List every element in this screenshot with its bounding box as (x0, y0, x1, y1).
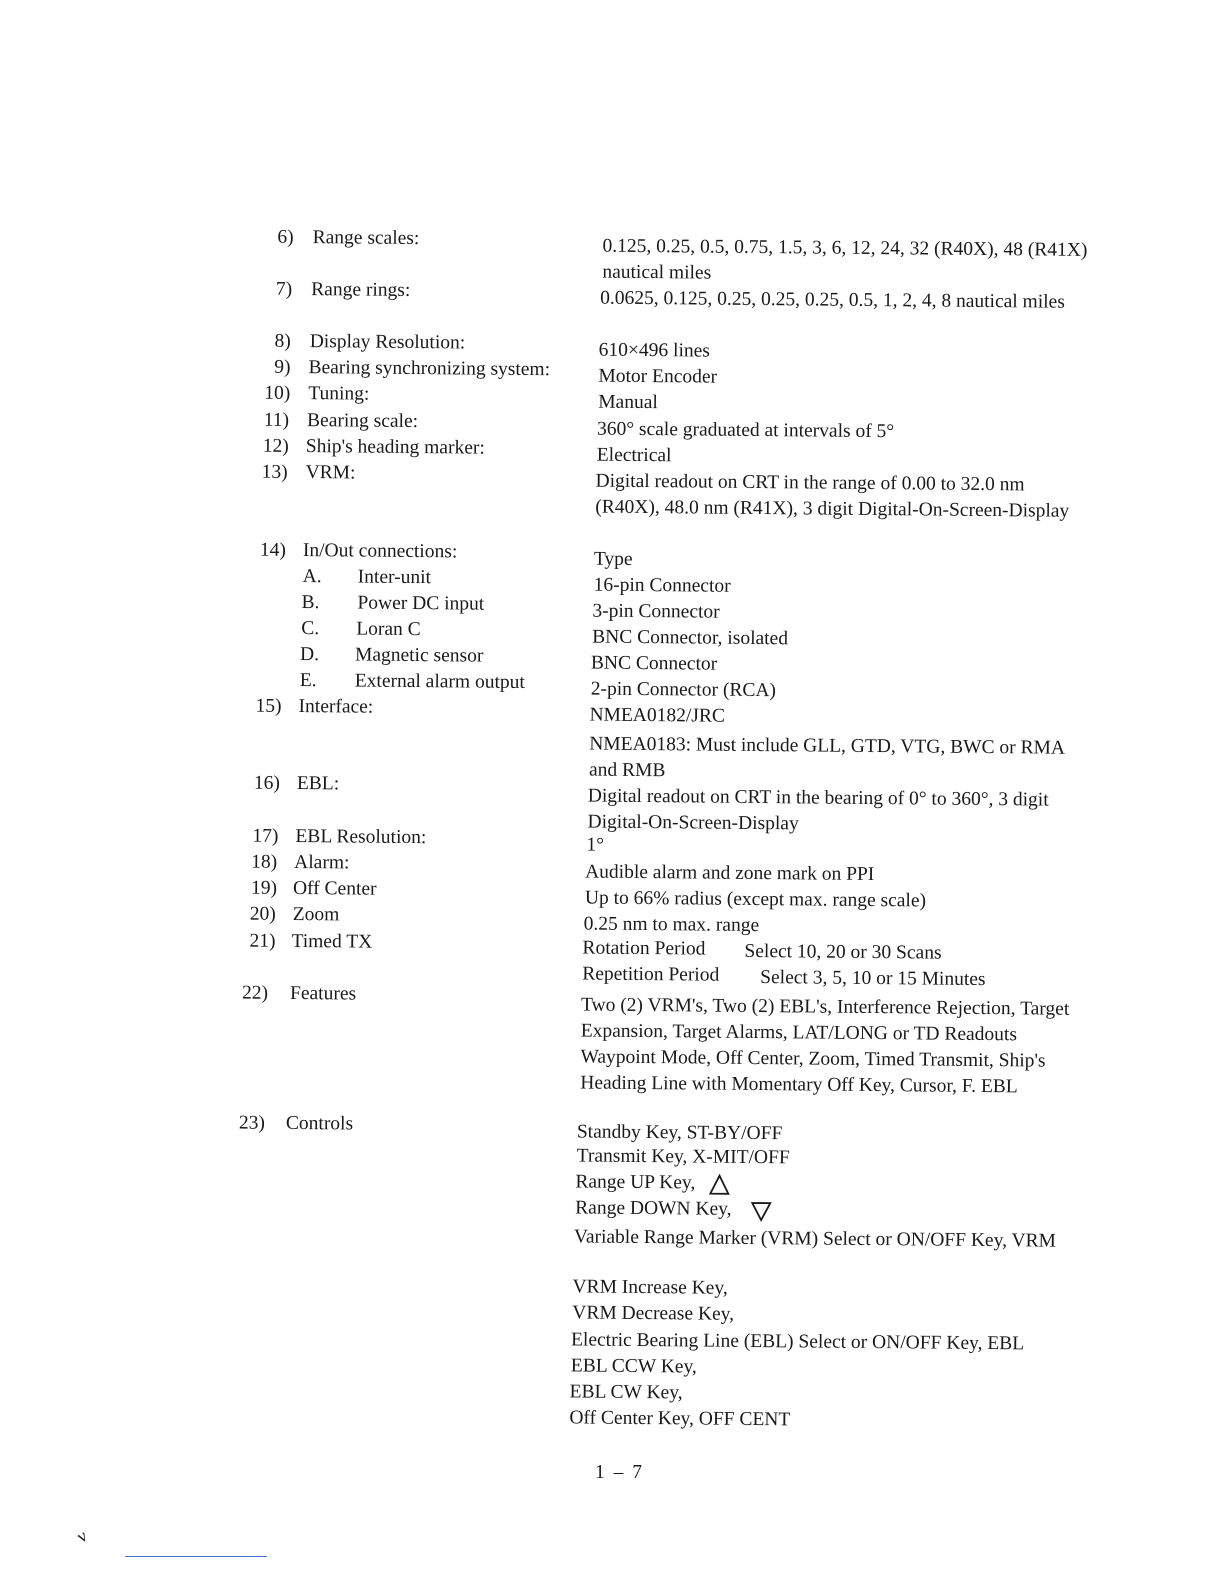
control-ebl-cw-key: EBL CW Key, (569, 1381, 683, 1404)
control-off-center-key: Off Center Key, OFF CENT (569, 1407, 791, 1431)
sub-item-letter: D. (299, 644, 320, 666)
item-number: 21) (249, 930, 276, 952)
control-vrm-key: Variable Range Marker (VRM) Select or ON/OFF Key, VRM (573, 1226, 1057, 1252)
item-value: Type (593, 548, 633, 570)
control-ebl-key: Electric Bearing Line (EBL) Select or ON/OFF Key, EBL (570, 1329, 1025, 1355)
sub-item-letter: B. (301, 592, 320, 614)
control-vrm-increase-key: VRM Increase Key, (572, 1276, 728, 1299)
item-number: 14) (259, 539, 287, 561)
item-number: 9) (274, 356, 291, 378)
item-value: 0.25 nm to max. range (583, 913, 760, 937)
item-number: 15) (255, 695, 282, 717)
timed-tx-rotation-label: Rotation Period (582, 937, 706, 960)
sub-item-value: 2-pin Connector (RCA) (590, 678, 777, 702)
item-label: Interface: (298, 696, 374, 718)
sub-item-label: Power DC input (357, 592, 485, 615)
item-value: 0.125, 0.25, 0.5, 0.75, 1.5, 3, 6, 12, 24, 32 (R40X), 48 (R41X) nautical miles (602, 235, 1088, 284)
item-number: 13) (261, 461, 288, 483)
control-transmit-key: Transmit Key, X-MIT/OFF (576, 1145, 790, 1169)
sub-item-letter: E. (299, 670, 317, 692)
item-label: Off Center (292, 877, 377, 900)
item-label: EBL Resolution: (295, 825, 427, 849)
item-label: Range scales: (312, 227, 420, 250)
sub-item-letter: C. (301, 618, 320, 640)
item-value: 1° (586, 834, 605, 856)
item-value: Up to 66% radius (except max. range scale) (584, 887, 927, 912)
item-value: Digital readout on CRT in the range of 0.00 to 32.0 nm (R40X), 48.0 nm (R41X), 3 digit Digital-On-Screen-Display (595, 470, 1070, 522)
sub-item-value: BNC Connector, isolated (592, 626, 789, 650)
sub-item-label: Magnetic sensor (354, 644, 484, 667)
sub-item-value: BNC Connector (590, 652, 718, 675)
item-value: 0.0625, 0.125, 0.25, 0.25, 0.25, 0.5, 1, 2, 4, 8 nautical miles (600, 287, 1065, 313)
sub-item-label: Inter-unit (357, 566, 432, 589)
item-number: 8) (274, 330, 291, 352)
footer-rule (125, 1556, 267, 1557)
page-number: 1 – 7 (595, 1462, 644, 1483)
sub-item-label: External alarm output (354, 670, 525, 693)
item-label: EBL: (296, 772, 340, 795)
item-number: 7) (275, 278, 293, 300)
control-range-up-label: Range UP Key, (575, 1171, 696, 1194)
item-number: 18) (251, 851, 278, 873)
sub-item-letter: A. (302, 566, 322, 588)
item-label: Timed TX (291, 930, 373, 953)
item-value: 610×496 lines (598, 339, 710, 362)
timed-tx-rotation-value: Select 10, 20 or 30 Scans (744, 940, 942, 964)
item-value: Manual (598, 391, 658, 414)
item-number: 11) (263, 409, 290, 431)
item-value: Digital readout on CRT in the bearing of 0° to 360°, 3 digit Digital-On-Screen-Display (587, 785, 1049, 835)
item-number: 20) (249, 903, 276, 925)
item-label: Features (289, 982, 357, 1005)
control-range-down-label: Range DOWN Key, (575, 1197, 732, 1220)
item-label: Tuning: (308, 383, 370, 405)
margin-mark: ν (73, 1525, 91, 1547)
item-label: Controls (285, 1112, 354, 1135)
item-number: 22) (241, 982, 269, 1004)
item-label: Range rings: (311, 279, 411, 301)
item-label: Display Resolution: (309, 331, 466, 354)
item-label: VRM: (305, 462, 356, 484)
item-value: Two (2) VRM's, Two (2) EBL's, Interference Rejection, Target Expansion, Target Alarms, LAT/LONG or TD Readouts Waypoint Mode, Off Center, Zoom, Timed Transmit, Ship's Heading Line with Momentary Off Key, Cursor, F. EBL (580, 994, 1070, 1098)
item-value: NMEA0182/JRC (589, 704, 726, 727)
item-value: Electrical (596, 444, 672, 467)
sub-item-label: Loran C (356, 618, 421, 641)
item-number: 23) (238, 1112, 266, 1134)
timed-tx-repetition-value: Select 3, 5, 10 or 15 Minutes (760, 967, 986, 991)
item-number: 12) (262, 435, 289, 457)
item-number: 16) (253, 772, 281, 794)
item-label: Alarm: (294, 851, 350, 874)
item-number: 10) (264, 382, 291, 404)
control-range-down-key (575, 1197, 772, 1221)
control-ebl-ccw-key: EBL CCW Key, (570, 1355, 697, 1378)
timed-tx-repetition-label: Repetition Period (582, 963, 720, 986)
item-label: Zoom (292, 903, 340, 926)
item-value: 360° scale graduated at intervals of 5° (596, 418, 895, 443)
triangle-up-icon (708, 1173, 730, 1195)
item-number: 19) (250, 877, 278, 899)
control-range-up-key (575, 1171, 730, 1195)
item-number: 6) (277, 226, 294, 248)
control-vrm-decrease-key: VRM Decrease Key, (572, 1302, 735, 1325)
item-label: Bearing synchronizing system: (308, 357, 551, 381)
item-value: Motor Encoder (598, 365, 718, 388)
item-value: NMEA0183: Must include GLL, GTD, VTG, BWC or RMA and RMB (588, 733, 1065, 782)
sub-item-value: 3-pin Connector (592, 600, 720, 623)
sub-item-value: 16-pin Connector (593, 574, 731, 597)
item-label: Bearing scale: (306, 410, 419, 433)
item-value: Standby Key, ST-BY/OFF (576, 1121, 783, 1145)
item-label: Ship's heading marker: (305, 436, 485, 459)
item-number: 17) (252, 825, 279, 847)
triangle-down-icon (750, 1200, 772, 1222)
item-value: Audible alarm and zone mark on PPI (585, 861, 875, 886)
item-label: In/Out connections: (302, 540, 458, 563)
